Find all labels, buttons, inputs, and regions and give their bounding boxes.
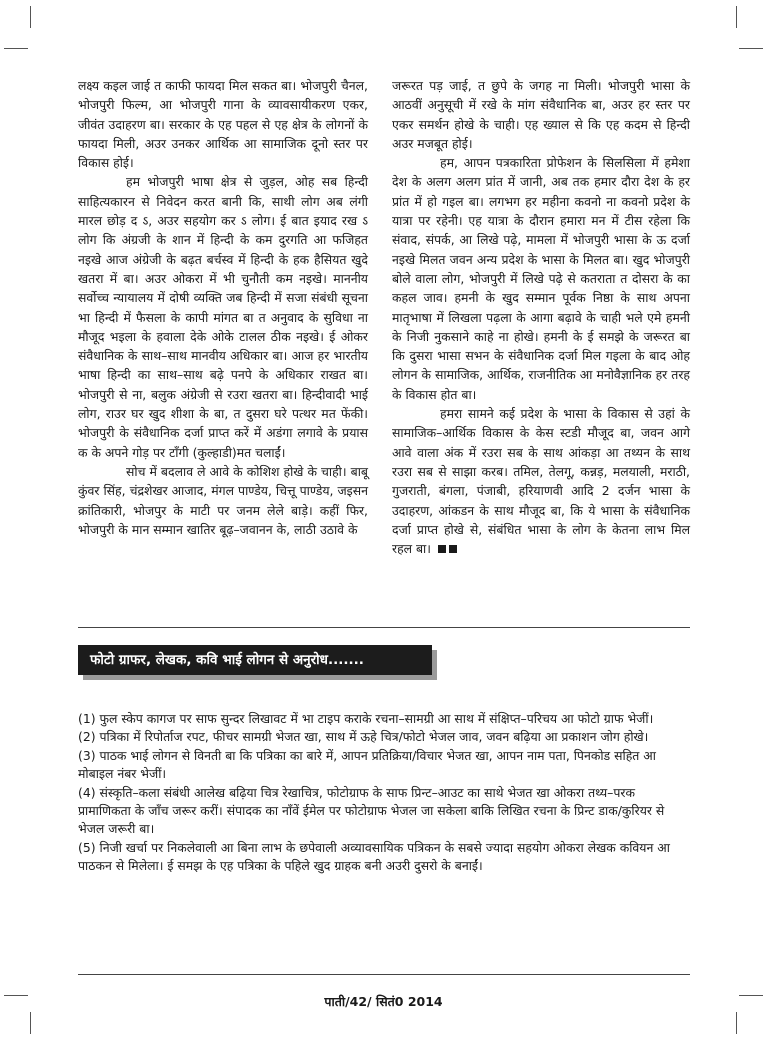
- paragraph: सोच में बदलाव ले आवे के कोशिश होखे के चाही। बाबू कुंवर सिंह, चंद्रशेखर आजाद, मंगल पाण्डेय, चित्तू पाण्डेय, जइसन क्रांतिकारी, भोजपुर के माटी पर जनम लेले बाड़े। कहीं फिर, भोजपुरी के मान सम्मान खातिर बूढ़–जवानन के, लाठी उठावे के: [78, 463, 368, 537]
- notice-item: (5) निजी खर्चा पर निकलेवाली आ बिना लाभ के छपेवाली अव्यावसायिक पत्रिकन के सबसे ज्यादा सहयोग ओकरा लेखक कवियन आ पाठकन से मिलेला। ई समझ के एह पत्रिका के पहिले खुद ग्राहक बनी अउरी दुसरो के बनाईं।: [78, 839, 670, 874]
- notice-item: (4) संस्कृति–कला संबंधी आलेख बढ़िया चित्र रेखाचित्र, फोटोग्राफ के साफ प्रिन्ट–आउट का साथे भेजत खा ओकरा तथ्य–परक प्रामाणिकता के जाँच जरूर करीं। संपादक का नाँवें ईमेल पर फोटोग्राफ भेजल जा सकेला बाकि लिखित रचना के प्रिन्ट डाक/कुरियर से भेजल जरूरी बा।: [78, 784, 665, 837]
- crop-mark: [30, 6, 31, 28]
- crop-mark: [736, 1012, 737, 1034]
- paragraph: जरूरत पड़ जाई, त छुपे के जगह ना मिली। भोजपुरी भासा के आठवीं अनुसूची में रखे के मांग संवैधानिक बा, अउर हर स्तर पर एकर समर्थन होखे के चाही। एह ख्याल से कि एह कदम से हिन्दी अउर मजबूत होई।: [392, 78, 690, 151]
- paragraph: हम भोजपुरी भाषा क्षेत्र से जुड़ल, ओह सब हिन्दी साहित्यकारन से निवेदन करत बानी कि, साथी लोग अब लंगी मारल छोड़ द ऽ, अउर सहयोग कर ऽ लोग। ई बात इयाद रख ऽ लोग कि अंग्रजी के शान में हिन्दी के कम दुरगति आ फजिहत नइखे आज अंग्रेजी के बढ़त बर्चस्व में हिन्दी के हक हैसियत खुदे खतरा में बा। अउर ओकरा में भी चुनौती कम नइखे। माननीय सर्वोच्च न्यायालय में दोषी व्यक्ति जब हिन्दी में सजा संबंधी सूचना भा हिन्दी में फैसला के कापी मांगत बा त अनुवाद के सुविधा ना मौजूद भइला के हवाला देके ओके टालल ठीक नइखे। ई ओकर संवैधानिक के साथ–साथ मानवीय अधिकार बा। आज हर भारतीय भाषा हिन्दी का साथ–साथ बढ़े पनपे के अधिकार राखत बा। भोजपुरी से ना, बलुक अंग्रेजी से रउरा खतरा बा। हिन्दीवादी भाई लोग, राउर घर खुद शीशा के बा, त दुसरा घरे पत्थर मत फेंकी। भोजपुरी के संवैधानिक दर्जा प्राप्त करें में अडंगा लगावे के प्रयास क के अपने गोड़ पर टाँगी (कुल्हाडी)मत चलाईं।: [78, 174, 369, 460]
- article-right-column: [392, 76, 690, 558]
- page-footer: पाती/42/ सितं0 2014: [324, 994, 443, 1009]
- notice-item: (3) पाठक भाई लोगन से विनती बा कि पत्रिका का बारे में, आपन प्रतिक्रिया/विचार भेजत खा, आपन नाम पता, पिनकोड सहित आ मोबाइल नंबर भेजीं।: [78, 747, 656, 782]
- notice-list: [78, 710, 690, 876]
- crop-mark: [739, 48, 763, 49]
- crop-mark: [736, 6, 737, 28]
- footer-divider: [78, 974, 690, 975]
- paragraph-text: हमरा सामने कई प्रदेश के भासा के विकास से उहां के सामाजिक–आर्थिक विकास के केस स्टडी मौजूद बा, जवन आगे आवे वाला अंक में रउरा सब के साथ आंकड़ा आ तथ्यन के साथ रउरा सब से साझा करब। तमिल, तेलगू, कन्नड़, मलयाली, मराठी, गुजराती, बंगला, पंजाबी, हरियाणवी आदि 2 दर्जन भासा के उदाहरण, आंकडन के साथ मौजूद बा, कि ये भासा के संवैधानिक दर्जा प्राप्त होखे से, संबंधित भासा के लोग के केतना लाभ मिल रहल बा।: [392, 406, 690, 557]
- paragraph: हम, आपन पत्रकारिता प्रोफेशन के सिलसिला में हमेशा देश के अलग अलग प्रांत में जानी, अब तक हमार दौरा देश के हर प्रांत में हो गइल बा। लगभग हर महीना कवनो ना कवनो प्रदेश के यात्रा पर रहेनी। एह यात्रा के दौरान हमारा मन में टीस रहेला कि संवाद, संपर्क, आ लिखे पढ़े, मामला में भोजपुरी भासा के ऊ दर्जा नइखे मिलत जवन अन्य प्रदेश के भासा के मिलत बा। खुद भोजपुरी बोले वाला लोग, भोजपुरी में लिखे पढ़े से कतराता त दोसरा के का कहल जाव। हमनी के खुद सम्मान पूर्वक निष्ठा के साथ अपना मातृभाषा में लिखला पढ़ला के आगा बढ़ावे के चाही भले एमे हमनी के निजी नुकसाने काहे ना होखे। हमनी के ई समझे के जरूरत बा कि दुसरा भासा सभन के संवैधानिक दर्जा मिल गइला के बाद ओह लोगन के सामाजिक, आर्थिक, राजनीतिक आ मनोवैज्ञानिक हर तरह के विकास होत बा।: [392, 155, 690, 402]
- end-square-icon: [438, 545, 446, 553]
- paragraph: [392, 404, 690, 558]
- section-divider: [78, 627, 690, 628]
- crop-mark: [30, 1012, 31, 1034]
- notice-item: (2) पत्रिका में रिपोर्ताज रपट, फीचर सामग्री भेजत खा, साथ में ऊहे चित्र/फोटो भेजल जाव, जवन बढ़िया आ प्रकाशन जोग होखे।: [78, 729, 649, 745]
- notice-item: (1) फुल स्केप कागज पर साफ सुन्दर लिखावट में भा टाइप कराके रचना–सामग्री आ साथ में संक्षिप्त–परिचय आ फोटो ग्राफ भेजीं।: [78, 711, 654, 726]
- notice-banner: फोटो ग्राफर, लेखक, कवि भाई लोगन से अनुरोध.......: [78, 645, 432, 675]
- article-left-column: [78, 76, 368, 539]
- crop-mark: [4, 48, 28, 49]
- end-square-icon: [449, 545, 457, 553]
- paragraph: लक्ष्य कइल जाई त काफी फायदा मिल सकत बा। भोजपुरी चैनल, भोजपुरी फिल्म, आ भोजपुरी गाना के व्यावसायीकरण एकर, जीवंत उदाहरण बा। सरकार के एह पहल से एह क्षेत्र के लोगनों के फायदा मिली, अउर उनकर आर्थिक आ सामाजिक दूनो स्तर पर विकास होई।: [78, 78, 368, 171]
